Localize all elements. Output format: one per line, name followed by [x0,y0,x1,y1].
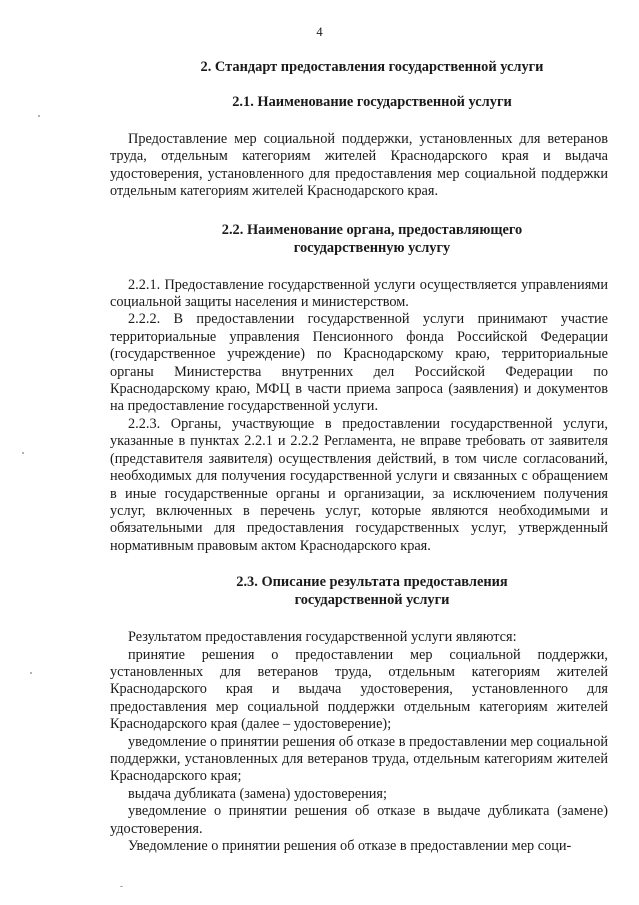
section-2-2-paragraph-3: 2.2.3. Органы, участвующие в предоставлении государственной услуги, указанные в пунктах 2.2.1 и 2.2.2 Регламента, не вправе требовать от заявителя (представителя заявителя) осуществления действий, в том числе согласований, необходимых для получения государственной услуги и связанных с обращением в иные государственные органы и организации, за исключением получения услуг, включенных в перечень услуг, которые являются необходимыми и обязательными для предоставления государственных услуг, утвержденный нормативным правовым актом Краснодарского края. [110,415,608,554]
section-2-1-heading: 2.1. Наименование государственной услуги [232,94,512,110]
section-2-3-paragraph-5: уведомление о принятии решения об отказе в выдаче дубликата (замене) удостоверения. [110,803,608,837]
section-2-2-heading [110,221,608,257]
section-2-1 [110,93,608,201]
scan-speck [120,886,123,887]
section-2-2 [110,221,608,556]
section-2-3-paragraph-1: Результатом предоставления государственной услуги являются: [128,629,517,646]
chapter-heading: 2. Стандарт предоставления государственной услуги [200,59,544,75]
section-2-3-heading-line2: государственной услуги [294,592,450,609]
section-2-3 [110,573,608,855]
scan-speck [22,452,24,454]
section-2-2-heading-line1: 2.2. Наименование органа, предоставляющего [221,221,523,238]
section-2-3-heading-line1: 2.3. Описание результата предоставления [236,574,508,591]
section-2-2-heading-line2: государственную услугу [293,239,451,256]
section-2-3-paragraph-4: выдача дубликата (замена) удостоверения; [128,785,387,802]
document-body [110,58,608,855]
scan-speck [38,115,40,117]
section-2-2-paragraph-2: 2.2.2. В предоставлении государственной услуги принимают участие территориальные управления Пенсионного фонда Российской Федерации (государственное учреждение) по Краснодарскому краю, территориальные органы Министерства внутренних дел Российской Федерации по Краснодарскому краю, МФЦ в части приема запроса (заявления) и документов на предоставление государственной услуги. [110,311,608,415]
page-number: 4 [316,25,323,39]
section-2-3-paragraph-3: уведомление о принятии решения об отказе в предоставлении мер социальной поддержки, установленных для ветеранов труда, отдельным категориям жителей Краснодарского края; [110,733,608,785]
section-2-1-paragraph: Предоставление мер социальной поддержки, установленных для ветеранов труда, отдельным категориям жителей Краснодарского края и выдача удостоверения, установленного для предоставления мер социальной поддержки отдельным категориям жителей Краснодарского края. [110,131,608,200]
scan-speck [30,672,32,674]
section-2-2-paragraph-1: 2.2.1. Предоставление государственной услуги осуществляется управлениями социальной защиты населения и министерством. [110,276,608,311]
section-2-3-paragraph-6: Уведомление о принятии решения об отказе в предоставлении мер соци- [128,838,572,854]
section-2-3-paragraph-2: принятие решения о предоставлении мер социальной поддержки, установленных для ветеранов труда, отдельным категориям жителей Краснодарского края и выдача удостоверения, установленного для предоставления мер социальной поддержки отдельным категориям жителей Краснодарского края (далее – удостоверение); [110,646,608,733]
section-2-3-heading [110,573,608,609]
